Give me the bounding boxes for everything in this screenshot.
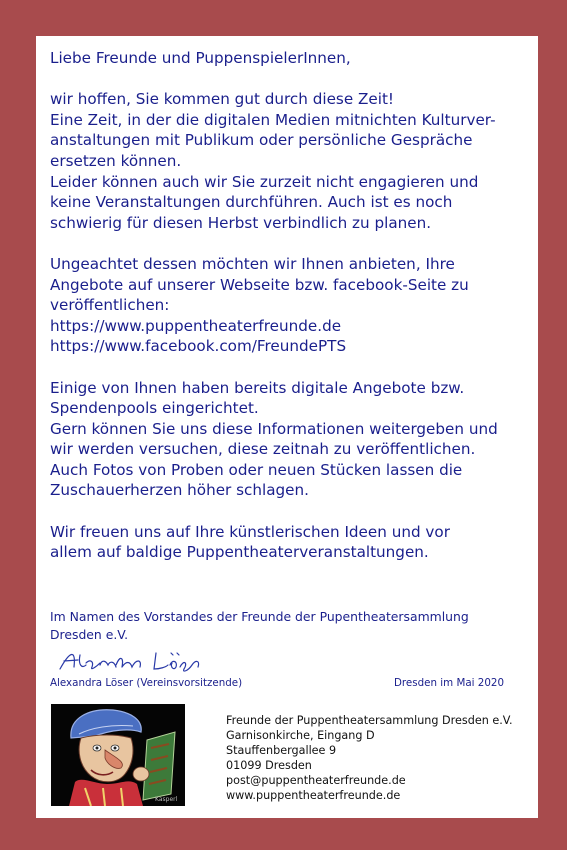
paragraph-line: Leider können auch wir Sie zurzeit nicht engagieren und	[50, 172, 479, 191]
signoff-line: Dresden e.V.	[50, 626, 129, 642]
facebook-url[interactable]: https://www.facebook.com/FreundePTS	[50, 337, 347, 356]
kasperl-puppet-logo	[51, 704, 185, 806]
paragraph-line: Zuschauerherzen höher schlagen.	[50, 481, 309, 500]
letter-body	[50, 48, 530, 563]
handwritten-signature	[56, 645, 206, 677]
paragraph-line: allem auf baldige Puppentheaterveranstaltungen.	[50, 543, 429, 562]
email-link[interactable]: post@puppentheaterfreunde.de	[226, 774, 406, 788]
address-line: Garnisonkirche, Eingang D	[226, 729, 375, 743]
paragraph-line: Angebote auf unserer Webseite bzw. facebook-Seite zu	[50, 275, 469, 294]
website-link[interactable]: www.puppentheaterfreunde.de	[226, 789, 401, 803]
address-line: Freunde der Puppentheatersammlung Dresden e.V.	[226, 714, 513, 727]
paragraph-line: Einige von Ihnen haben bereits digitale Angebote bzw.	[50, 378, 465, 397]
paragraph-line: keine Veranstaltungen durchführen. Auch ist es noch	[50, 193, 453, 212]
signoff	[50, 608, 530, 643]
paragraph-line: Auch Fotos von Proben oder neuen Stücken lassen die	[50, 460, 463, 479]
paragraph-line: Gern können Sie uns diese Informationen weitergeben und	[50, 419, 498, 438]
signoff-line: Im Namen des Vorstandes der Freunde der Pupentheatersammlung	[50, 609, 469, 624]
paragraph-line: ersetzen können.	[50, 151, 182, 170]
address-line: 01099 Dresden	[226, 759, 312, 773]
paragraph-line: Spendenpools eingerichtet.	[50, 399, 259, 418]
paragraph-line: Wir freuen uns auf Ihre künstlerischen Ideen und vor	[50, 522, 450, 541]
paragraph-line: wir werden versuchen, diese zeitnah zu veröffentlichen.	[50, 440, 476, 459]
website-url[interactable]: https://www.puppentheaterfreunde.de	[50, 316, 342, 335]
greeting: Liebe Freunde und PuppenspielerInnen,	[50, 49, 351, 67]
letter-page	[36, 36, 538, 818]
paragraph-line: schwierig für diesen Herbst verbindlich zu planen.	[50, 213, 432, 232]
letter-date: Dresden im Mai 2020	[394, 677, 505, 689]
address-line: Stauffenbergallee 9	[226, 744, 337, 758]
logo-caption: Kasperl	[155, 796, 178, 803]
paragraph-line: wir hoffen, Sie kommen gut durch diese Zeit!	[50, 90, 395, 109]
signer-name: Alexandra Löser (Vereinsvorsitzende)	[50, 677, 243, 689]
paragraph-line: Ungeachtet dessen möchten wir Ihnen anbieten, Ihre	[50, 254, 455, 273]
paragraph-line: Eine Zeit, in der die digitalen Medien mitnichten Kulturver-	[50, 110, 496, 129]
address-block	[226, 713, 513, 804]
paragraph-line: veröffentlichen:	[50, 296, 170, 315]
paragraph-line: anstaltungen mit Publikum oder persönliche Gespräche	[50, 131, 473, 150]
